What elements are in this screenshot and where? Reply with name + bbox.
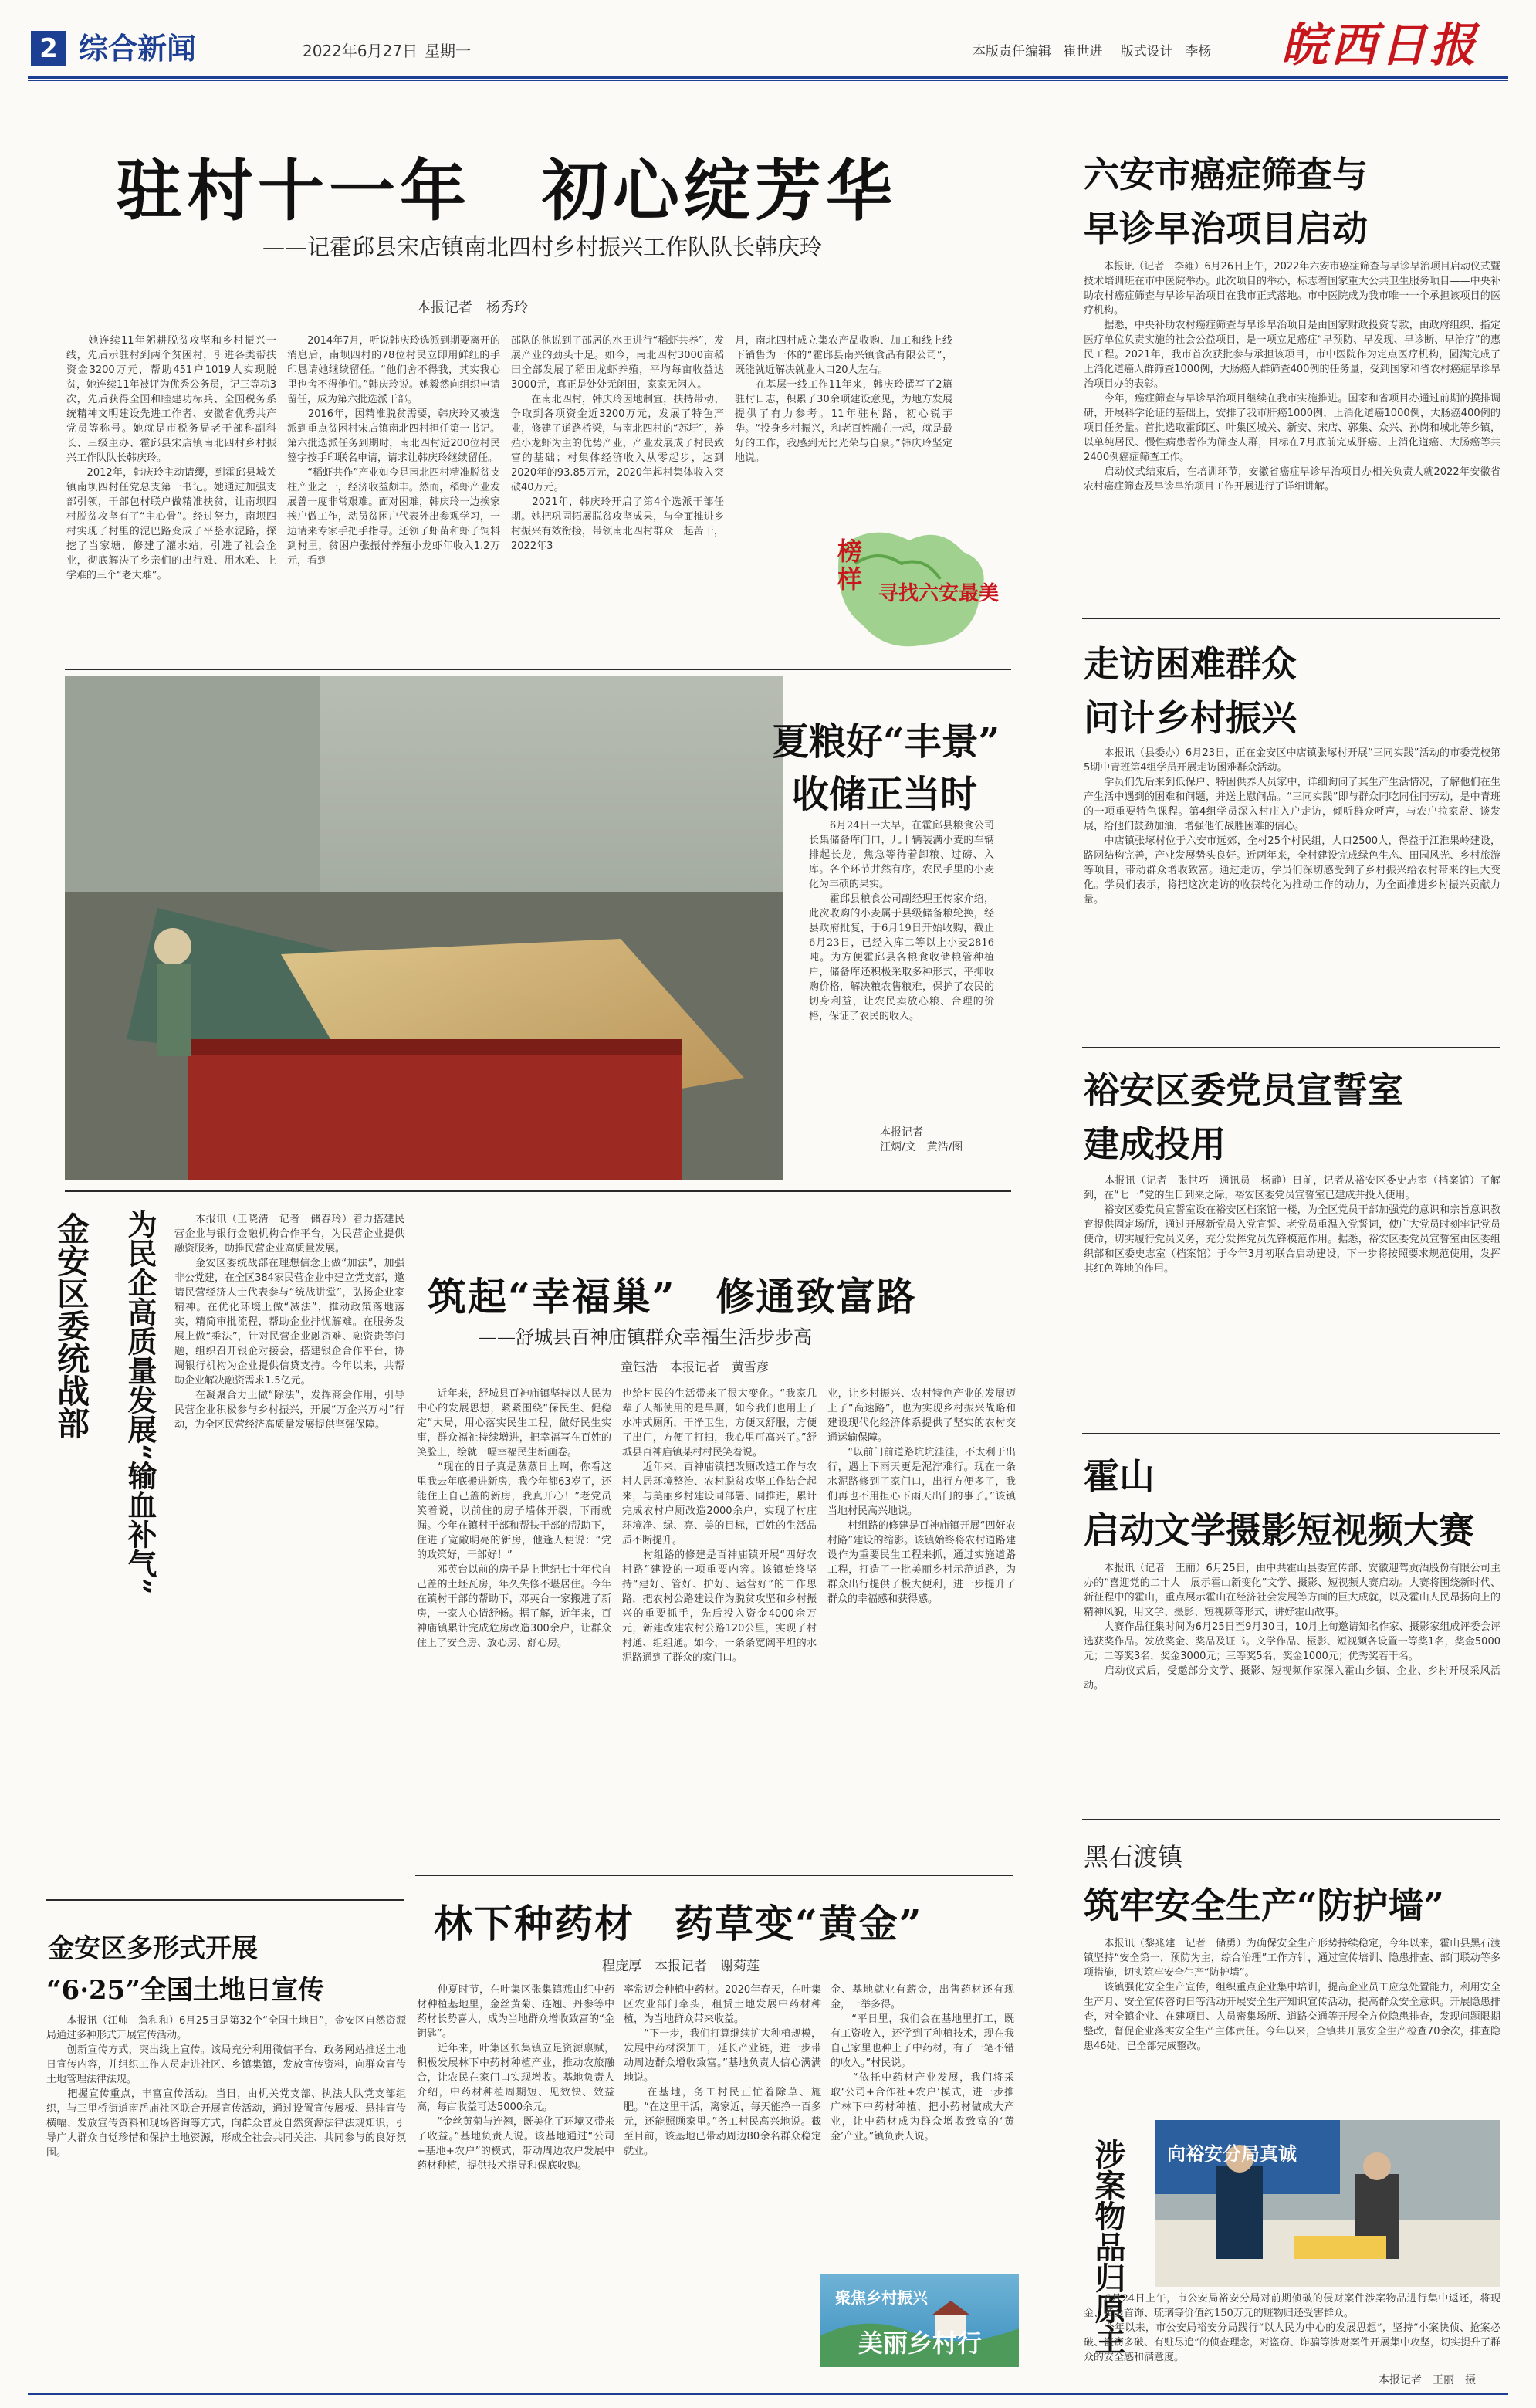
bangyang-subtext: 寻找六安最美	[878, 582, 1000, 605]
herb-feature-title: 林下种药材 药草变“黄金”	[434, 1901, 923, 1946]
side1-vertical-title: 金安区委统战部	[52, 1212, 90, 1439]
right3-title-2: 建成投用	[1084, 1123, 1226, 1165]
editor-label: 本版责任编辑	[973, 44, 1051, 59]
hero-bottom-rule	[65, 1190, 1011, 1192]
designer-name: 李杨	[1185, 44, 1212, 59]
middle-feature-col-3: 业，让乡村振兴、农村特色产业的发展迈上了“高速路”，也为实现乡村振兴战略和建设现代化经济体系提供了坚实的农村交通运输保障。 “以前门前道路坑坑洼洼，不太利于出行，遇上下雨天更是泥泞难行。现在一条水泥路修到了家门口，出行方便多了，我们再也不用担心下雨天出门的事了。”该镇当地村民高兴地说。 村组路的修建是百神庙镇开展“四好农村路”建设的缩影。该镇始终将农村道路建设作为重要民生工程来抓，通过实施道路工程，打造了一批美丽乡村示范道路，为群众出行提供了极大便利，进一步提升了群众的幸福感和获得感。	[827, 1388, 1016, 1605]
bangyang-banner	[824, 517, 1010, 656]
banner-large-text: 美丽乡村行	[858, 2328, 983, 2358]
bangyang-text: 榜样	[837, 537, 862, 594]
right5-body: 本报讯（黎兆建 记者 储勇）为确保安全生产形势持续稳定，今年以来，霍山县黑石渡镇坚持“安全第一，预防为主，综合治理”工作方针，通过宣传培训、隐患排查、部门联动等多项措施，切实筑牢安全生产“防护墙”。 该镇强化安全生产宣传，组织重点企业集中培训，提高企业员工应急处置能力，利用安全生产月、安全宣传咨询日等活动开展安全生产知识宣传活动，提高群众安全意识。开展隐患排查，对全镇企业、在建项目、人员密集场所、道路交通等开展全方位隐患排查，发现问题限期整改，督促企业落实安全生产主体责任。今年以来，全镇共开展安全生产检查70余次，排查隐患46处，已全部完成整改。	[1084, 1938, 1500, 2052]
right2-title-2: 问计乡村振兴	[1084, 697, 1297, 739]
side2-title-2: “6·25”全国土地日宣传	[46, 1975, 324, 2006]
right5-kicker: 黑石渡镇	[1084, 1842, 1183, 1871]
hero-credit: 本报记者 汪炳/文 黄浩/图	[880, 1126, 963, 1153]
masthead-rule-thin	[28, 80, 1508, 81]
newspaper-logo: 皖西日报	[1281, 19, 1479, 73]
hero-title-2: 收储正当时	[792, 773, 978, 816]
grain-conveyor-icon	[65, 676, 783, 1180]
photo-banner-text: 向裕安分局真诚	[1167, 2142, 1297, 2165]
lead-col-2: 2014年7月，听说韩庆玲选派到期要离开的消息后，南坝四村的78位村民立即用鲜红的手印恳请她继续留任。“他们舍不得我，其实我心里也舍不得他们。”韩庆玲说。她毅然向组织申请留任，成为第六批选派干部。 2016年，因精准脱贫需要，韩庆玲又被选派到重点贫困村宋店镇南北四村担任第一书记。第六批选派任务到期时，南北四村近200位村民签字按手印联名申请，请求让韩庆玲继续留任。 “稻虾共作”产业如今是南北四村精准脱贫支柱产业之一，经济收益颇丰。然而，稻虾产业发展曾一度非常艰难。面对困难，韩庆玲一边挨家挨户做工作，动员贫困户代表外出参观学习，一边请来专家手把手指导。还领了虾苗和虾子饲料到村里，贫困户张振付养殖小龙虾年收入1.2万元，看到	[287, 335, 500, 567]
herb-feature-col-2: 率常迈会种植中药材。2020年春天，在叶集区农业部门牵头，租赁土地发展中药材种植，为当地群众带来收益。 “下一步，我们打算继续扩大种植规模，发展中药材深加工，延长产业链，进一步带动周边群众增收致富。”基地负责人信心满满地说。 在基地，务工村民正忙着除草、施肥。“在这里干活，离家近，每天能挣一百多元，还能照顾家里。”务工村民高兴地说。截至目前，该基地已带动周边80余名群众稳定就业。	[624, 1984, 821, 2157]
lead-subtitle: ——记霍邱县宋店镇南北四村乡村振兴工作队队长韩庆玲	[262, 234, 823, 260]
right3-title-1: 裕安区委党员宣誓室	[1084, 1069, 1403, 1111]
right2-bottom-rule	[1082, 1047, 1500, 1048]
returned-goods-photo	[1155, 2120, 1500, 2287]
middle-feature-col-1: 近年来，舒城县百神庙镇坚持以人民为中心的发展思想，紧紧围绕“保民生、促稳定”大局，用心落实民生工程，做好民生实事，群众福祉持续增进，把幸福写在百姓的笑脸上，绘就一幅幸福民生新画卷。 “现在的日子真是蒸蒸日上啊，你看这里我去年底搬进新房，我今年都63岁了，还能住上自己盖的新房，我真开心！”老党员笑着说，以前住的房子墙体开裂，下雨就漏。今年在镇村干部和帮扶干部的帮助下，住进了宽敞明亮的新房，他逢人便说：“党的政策好，干部好！” 邓英台以前的房子是上世纪七十年代自己盖的土坯瓦房，年久失修不堪居住。今年在镇村干部的帮助下，邓英台一家搬进了新房，一家人心情舒畅。据了解，近年来，百神庙镇累计完成危房改造300余户，让群众住上了安全房、放心房、舒心房。	[417, 1388, 611, 1649]
lead-byline: 本报记者 杨秀玲	[417, 300, 528, 316]
section-title: 综合新闻	[79, 32, 197, 66]
returned-goods-caption: 6月24日上午，市公安局裕安分局对前期侦破的侵财案件涉案物品进行集中返还，将现金、黄金首饰、琉璃等价值约150万元的赃物归还受害群众。 今年以来，市公安局裕安分局践行“以人民为中心的发展思想”，坚持“小案快侦、抢案必破、盗窃多破、有赃尽追”的侦查理念，对盗窃、诈骗等涉财案件开展集中攻坚，切实提升了群众的安全感和满意度。	[1084, 2293, 1500, 2363]
returned-goods-credit: 本报记者 王丽 摄	[1379, 2374, 1476, 2386]
lead-col-1: 她连续11年躬耕脱贫攻坚和乡村振兴一线，先后示驻村到两个贫困村，引进各类帮扶资金3200万元，帮助451户1019人实现脱贫，她连续11年被评为优秀公务员，记三等功3次，先后获得全国和睦建功标兵、全国税务系统精神文明建设先进工作者、安徽省优秀共产党员等称号。她就是市税务局老干部科副科长、三级主办、霍邱县宋店镇南北四村乡村振兴工作队队长韩庆玲。 2012年，韩庆玲主动请缨，到霍邱县城关镇南坝四村任党总支第一书记。她通过加强支部引领，干部包村联户做精准扶贫，让南坝四村脱贫攻坚有了“主心骨”。经过努力，南坝四村实现了村里的泥巴路变成了平整水泥路，探挖了当家塘，修建了灌水站，引进了社会企业，彻底解决了乡亲们的出行难、用水难、上学难的三个“老大难”。	[66, 335, 276, 581]
page-number-badge: 2	[31, 31, 66, 66]
middle-feature-col-2: 也给村民的生活带来了很大变化。“我家几辈子人都使用的是旱厕，如今我们也用上了水冲式厕所，干净卫生，方便又舒服，方便了出门，方便了打扫，我心里可高兴了。”舒城县百神庙镇某村村民笑着说。 近年来，百神庙镇把改厕改造工作与农村人居环境整治、农村脱贫攻坚工作结合起来，与美丽乡村建设同部署、同推进，累计完成农村户厕改造2000余户，实现了村庄环境净、绿、亮、美的目标，百姓的生活品质不断提升。 村组路的修建是百神庙镇开展“四好农村路”建设的一项重要内容。该镇始终坚持“建好、管好、护好、运营好”的工作思路，把农村公路建设作为脱贫攻坚和乡村振兴的重要抓手，先后投入资金4000余万元，新建改建农村公路120公里，实现了村村通、组组通。如今，一条条宽阔平坦的水泥路通到了群众的家门口。	[622, 1388, 817, 1664]
middle-feature-bottom-rule	[415, 1875, 1013, 1876]
side2-title-1: 金安区多形式开展	[48, 1933, 258, 1964]
editor-credit	[973, 40, 1211, 59]
middle-feature-subtitle: ——舒城县百神庙镇群众幸福生活步步高	[479, 1326, 812, 1348]
lead-title: 驻村十一年 初心绽芳华	[116, 152, 897, 230]
right1-title-2: 早诊早治项目启动	[1084, 208, 1368, 249]
right1-title-1: 六安市癌症筛查与	[1084, 154, 1368, 195]
right2-body: 本报讯（县委办）6月23日，正在金安区中店镇张塚村开展“三同实践”活动的市委党校第5期中青班第4组学员开展走访困难群众活动。 学员们先后来到低保户、特困供养人员家中，详细询问了其生产生活情况，了解他们在生产生活中遇到的困难和问题，并送上慰问品。“三同实践”即与群众同吃同住同劳动，是中青班的一项重要特色课程。第4组学员深入村庄入户走访，倾听群众呼声，与农户拉家常、谈发展，给他们鼓劲加油，增强他们战胜困难的信心。 中店镇张塚村位于六安市远郊，全村25个村民组，人口2500人，得益于江淮果岭建设，路网结构完善，产业发展势头良好。近两年来，全村建设完成绿色生态、田园风光、乡村旅游等项目，带动群众增收致富。通过走访，学员们深切感受到了乡村振兴给农村带来的巨大变化。学员们表示，将把这次走访的收获转化为推动工作的动力，为全面推进乡村振兴贡献力量。	[1084, 747, 1500, 906]
right4-title-2: 启动文学摄影短视频大赛	[1084, 1509, 1474, 1551]
editor-name: 崔世进	[1063, 44, 1103, 59]
right1-bottom-rule	[1082, 618, 1500, 619]
issue-date: 2022年6月27日	[303, 42, 418, 60]
side1-body: 本报讯（王晓清 记者 储春玲）着力搭建民营企业与银行金融机构合作平台，为民营企业提供融资服务，助推民营企业高质量发展。 金安区委统战部在理想信念上做“加法”，加强非公党建，在全区384家民营企业中建立党支部，邀请民营经济人士代表参与“统战讲堂”，弘扬企业家精神。在优化环境上做“减法”，推动政策落地落实，精简审批流程，帮助企业排忧解难。在服务发展上做“乘法”，针对民营企业融资难、融资贵等问题，组织召开银企对接会，搭建银企合作平台，协调银行机构为企业提供信贷支持。今年以来，共帮助企业解决融资需求1.5亿元。 在凝聚合力上做“除法”，发挥商会作用，引导民营企业积极参与乡村振兴，开展“万企兴万村”行动，为全区民营经济高质量发展提供坚强保障。	[174, 1214, 404, 1431]
right2-title-1: 走访困难群众	[1084, 643, 1297, 685]
page-bottom-rule	[28, 2393, 1508, 2395]
right3-bottom-rule	[1082, 1433, 1500, 1434]
herb-feature-byline: 程庞厚 本报记者 谢菊莲	[602, 1959, 760, 1974]
issue-weekday: 星期一	[425, 42, 471, 60]
herb-feature-col-3: 金、基地就业有薪金，出售药材还有现金，一举多得。 “平日里，我们会在基地里打工，既有工资收入，还学到了种植技术，现在我自己家里也种上了中药材，有了一笔不错的收入。”村民说。 “依托中药材产业发展，我们将采取‘公司+合作社+农户’模式，进一步推广林下中药材种植，把小药材做成大产业，让中药材成为群众增收致富的‘黄金’产业。”镇负责人说。	[831, 1984, 1014, 2142]
rural-revitalization-banner	[820, 2274, 1019, 2367]
design-label: 版式设计	[1120, 44, 1173, 59]
hero-caption: 6月24日一大早，在霍邱县粮食公司长集储备库门口，几十辆装满小麦的车辆排起长龙，焦急等待着卸粮、过磅、入库。各个环节井然有序，农民手里的小麦化为丰硕的果实。 霍邱县粮食公司副经理王传家介绍，此次收购的小麦属于县级储备粮轮换，经县政府批复，于6月19日开始收购，截止6月23日，已经入库二等以上小麦2816吨。为方便霍邱县各粮食收储粮管种植户，储备库还积极采取多种形式，平抑收购价格，解决粮农售粮难，保护了农民的切身利益，让农民卖放心粮、合理的价格，保证了农民的收入。	[809, 820, 994, 1022]
banner-small-text: 聚焦乡村振兴	[835, 2288, 928, 2307]
right4-body: 本报讯（记者 王丽）6月25日，由中共霍山县委宣传部、安徽迎驾贡酒股份有限公司主办的“喜迎党的二十大 展示霍山新变化”文学、摄影、短视频大赛启动。大赛将围绕新时代、新征程中的霍山，重点展示霍山在经济社会发展等方面的巨大成就，以及霍山人民昂扬向上的精神风貌，用文学、摄影、短视频等形式，讲好霍山故事。 大赛作品征集时间为6月25日至9月30日，10月上旬邀请知名作家、摄影家组成评委会评选获奖作品。发放奖金、奖品及证书。文学作品、摄影、短视频各设置一等奖1名，奖金5000元；二等奖3名，奖金3000元；三等奖5名，奖金1000元；优秀奖若干名。 启动仪式后，受邀部分文学、摄影、短视频作家深入霍山乡镇、企业、乡村开展采风活动。	[1084, 1563, 1500, 1692]
right4-title-1: 霍山	[1084, 1455, 1155, 1497]
lead-col-4: 月，南北四村成立集农产品收购、加工和线上线下销售为一体的“霍邱县南兴镇食品有限公司”，既能就近解决就业人口20人左右。 在基层一线工作11年来，韩庆玲撰写了2篇驻村日志，积累了30余项建设意见，为地方发展提供了有力参考。11年驻村路，初心锐芋华。“投身乡村振兴，和老百姓融在一起，就是最好的工作，我感到无比光荣与自豪。”韩庆玲坚定地说。	[735, 335, 952, 464]
hero-title-1: 夏粮好“丰景”	[772, 720, 1000, 764]
right5-title: 筑牢安全生产“防护墙”	[1084, 1885, 1444, 1926]
right4-bottom-rule	[1082, 1819, 1500, 1820]
right3-body: 本报讯（记者 张世巧 通讯员 杨静）日前，记者从裕安区委史志室（档案馆）了解到，在“七一”党的生日到来之际，裕安区委党员宣誓室已建成并投入使用。 裕安区委党员宣誓室设在裕安区档案馆一楼，为全区党员干部加强党的意识和宗旨意识教育提供固定场所，通过开展新党员入党宣誓、老党员重温入党誓词，使广大党员时刻牢记党员使命，切实履行党员义务，充分发挥党员先锋模范作用。据悉，裕安区委党员宣誓室由区委组织部和区委史志室（档案馆）于今年3月初联合启动建设，下一步将按照要求规范使用，发挥其红色阵地的作用。	[1084, 1175, 1500, 1275]
masthead-rule	[28, 76, 1508, 79]
middle-feature-byline: 童钰浩 本报记者 黄雪彦	[621, 1360, 770, 1374]
middle-feature-title: 筑起“幸福巢” 修通致富路	[428, 1274, 917, 1319]
herb-feature-col-1: 仲夏时节，在叶集区张集镇燕山红中药材种植基地里，金丝黄菊、连翘、丹参等中药材长势喜人，成为当地群众增收致富的“金钥匙”。 近年来，叶集区张集镇立足资源禀赋，积极发展林下中药材种植产业，推动农旅融合，让农民在家门口实现增收。基地负责人介绍，中药材种植周期短、见效快、效益高，每亩收益可达5000余元。 “金丝黄菊与连翘，既美化了环境又带来了收益。”基地负责人说。该基地通过“公司+基地+农户”的模式，带动周边农户发展中药材种植，提供技术指导和保底收购。	[417, 1984, 614, 2172]
side1-bottom-rule	[46, 1899, 404, 1901]
side1-vertical-title-2: 为民企高质量发展“输血补气”	[123, 1209, 157, 1595]
lead-col-3: 邵队的他说到了邵居的水田进行“稻虾共养”，发展产业的劲头十足。如今，南北四村3000亩稻田全部发展了稻田龙虾养殖，平均每亩收益达3000元，真正是处处无闲田，家家无闲人。 在南北四村，韩庆玲因地制宜，扶持带动、争取到各项资金近3200万元，发展了特色产业，修建了道路桥梁，与南北四村的“苏圩”，养殖小龙虾为主的优势产业，产业发展成了村民致富的基础；村集体经济收入从零起步，达到2020年的93.85万元，2020年起村集体收入突破40万元。 2021年，韩庆玲开启了第4个选派干部任期。她把巩固拓展脱贫攻坚成果，与全面推进乡村振兴有效衔接，带领南北四村群众一起苦干，2022年3	[511, 335, 724, 552]
right1-body: 本报讯（记者 李雍）6月26日上午，2022年六安市癌症筛查与早诊早治项目启动仪式暨技术培训班在市中医院举办。此次项目的举办，标志着国家重大公共卫生服务项目——中央补助农村癌症筛查与早诊早治项目在我市正式落地。市中医院成为我市唯一一个承担该项目的医疗机构。 据悉，中央补助农村癌症筛查与早诊早治项目是由国家财政投资专款，由政府组织、指定医疗单位负责实施的社会公益项目，是一项立足癌症“早预防、早发现、早诊断、早治疗”的惠民工程。2021年，我市首次获批参与承担该项目，市中医院作为定点医疗机构，圆满完成了上消化道癌人群筛查1000例，大肠癌人群筛查400例的任务量，受到国家和省农村癌症早诊早治项目办的表彰。 今年，癌症筛查与早诊早治项目继续在我市实施推进。国家和省项目办通过前期的摸排调研，开展科学论证的基础上，安排了我市肝癌1000例，上消化道癌1000例，大肠癌400例的项目任务量。首批选取霍邱区、叶集区城关、新安、宋店、郭集、众兴、孙岗和城北等乡镇，以单纯居民、慢性病患者作为筛查人群，目标在7月底前完成肝癌、上消化道癌、大肠癌等共2400例癌症筛查工作。 启动仪式结束后，在培训环节，安徽省癌症早诊早治项目办相关负责人就2022年安徽省农村癌症筛查及早诊早治项目工作开展进行了详细讲解。	[1084, 261, 1500, 493]
grain-harvest-photo	[65, 676, 783, 1180]
returned-goods-vertical-title: 涉案物品归原主	[1090, 2139, 1126, 2355]
lead-bottom-rule	[65, 669, 1011, 670]
side2-body: 本报讯（江帅 詹和和）6月25日是第32个“全国土地日”，金安区自然资源局通过多种形式开展宣传活动。 创新宣传方式，突出线上宣传。该局充分利用微信平台、政务网站推送土地日宣传内容，并组织工作人员走进社区、乡镇集镇，发放宣传资料，向群众宣传土地管理法律法规。 把握宣传重点，丰富宣传活动。当日，由机关党支部、执法大队党支部组织，与三里桥街道南岳庙社区联合开展宣传活动，通过设置宣传展板、悬挂宣传横幅、发放宣传资料和现场咨询等方式，向群众普及自然资源法律法规知识，引导广大群众自觉珍惜和保护土地资源，形成全社会共同关注、共同参与的良好氛围。	[46, 2015, 406, 2159]
